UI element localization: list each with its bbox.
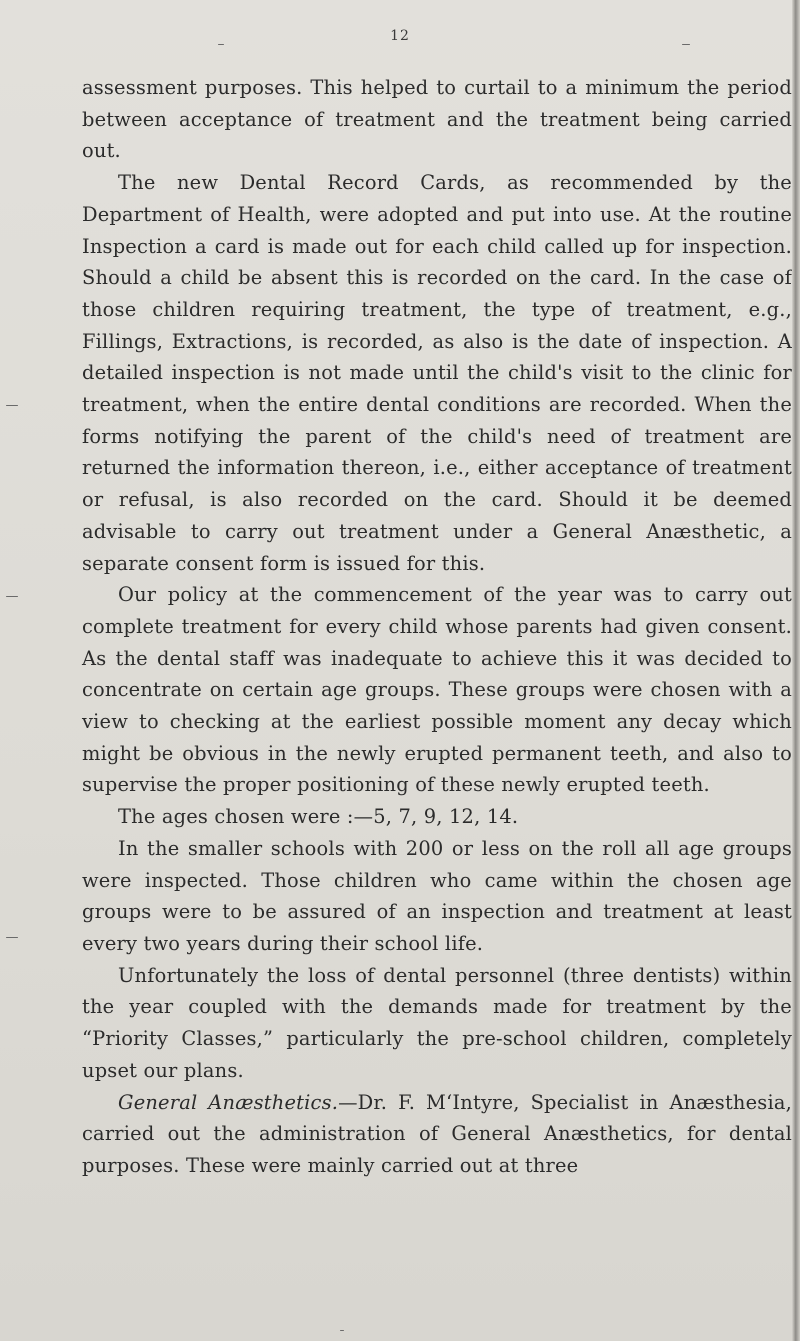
- margin-mark: [6, 937, 18, 938]
- paragraph-ages-chosen: The ages chosen were :—5, 7, 9, 12, 14.: [118, 805, 519, 829]
- section-heading-general-anaesthetics: General Anæsthetics.: [118, 1090, 339, 1114]
- margin-mark: [6, 405, 18, 406]
- paragraph-smaller-schools: In the smaller schools with 200 or less on the roll all age groups were inspected. Those children who came within the chosen age groups were to be assured of an inspection and treatment at least every two years during their school life.: [82, 836, 792, 955]
- paragraph-assessment: assessment purposes. This helped to curtail to a minimum the period between acceptance of treatment and the treatment being carried out.: [82, 76, 792, 163]
- paragraph-general-anaesthetics: [82, 1087, 792, 1182]
- paragraph-dental-record-cards: The new Dental Record Cards, as recommended by the Department of Health, were adopted and put into use. At the routine Inspection a card is made out for each child called up for inspection. Should a child be absent this is recorded on the card. In the case of those children requiring treatment, the type of treatment, e.g., Fillings, Extractions, is recorded, as also is the date of inspection. A detailed inspection is not made until the child's visit to the clinic for treatment, when the entire dental conditions are recorded. When the forms notifying the parent of the child's need of treatment are returned the information thereon, i.e., either acceptance of treatment or refusal, is also recorded on the card. Should it be deemed advisable to carry out treatment under a General Anæsthetic, a separate consent form is issued for this.: [82, 171, 792, 575]
- body-text: [82, 72, 792, 1182]
- page-edge-shadow: [792, 0, 800, 1341]
- margin-mark: [6, 596, 18, 597]
- paragraph-general-anaesthetics-text: —Dr. F. M‘Intyre, Specialist in Anæsthesia, carried out the administration of General Anæsthetics, for dental purposes. These were mainly carried out at three: [82, 1090, 792, 1177]
- scan-speck: [218, 44, 224, 45]
- scan-speck: [682, 44, 690, 45]
- paragraph-loss-of-personnel: Unfortunately the loss of dental personnel (three dentists) within the year coupled with the demands made for treatment by the “Priority Classes,” particularly the pre-school children, completely upset our plans.: [82, 963, 792, 1082]
- page-number: 12: [390, 28, 410, 44]
- scan-speck: [340, 1330, 344, 1331]
- paragraph-policy: Our policy at the commencement of the year was to carry out complete treatment for every child whose parents had given consent. As the dental staff was inadequate to achieve this it was decided to concentrate on certain age groups. These groups were chosen with a view to checking at the earliest possible moment any decay which might be obvious in the newly erupted permanent teeth, and also to supervise the proper positioning of these newly erupted teeth.: [82, 583, 792, 797]
